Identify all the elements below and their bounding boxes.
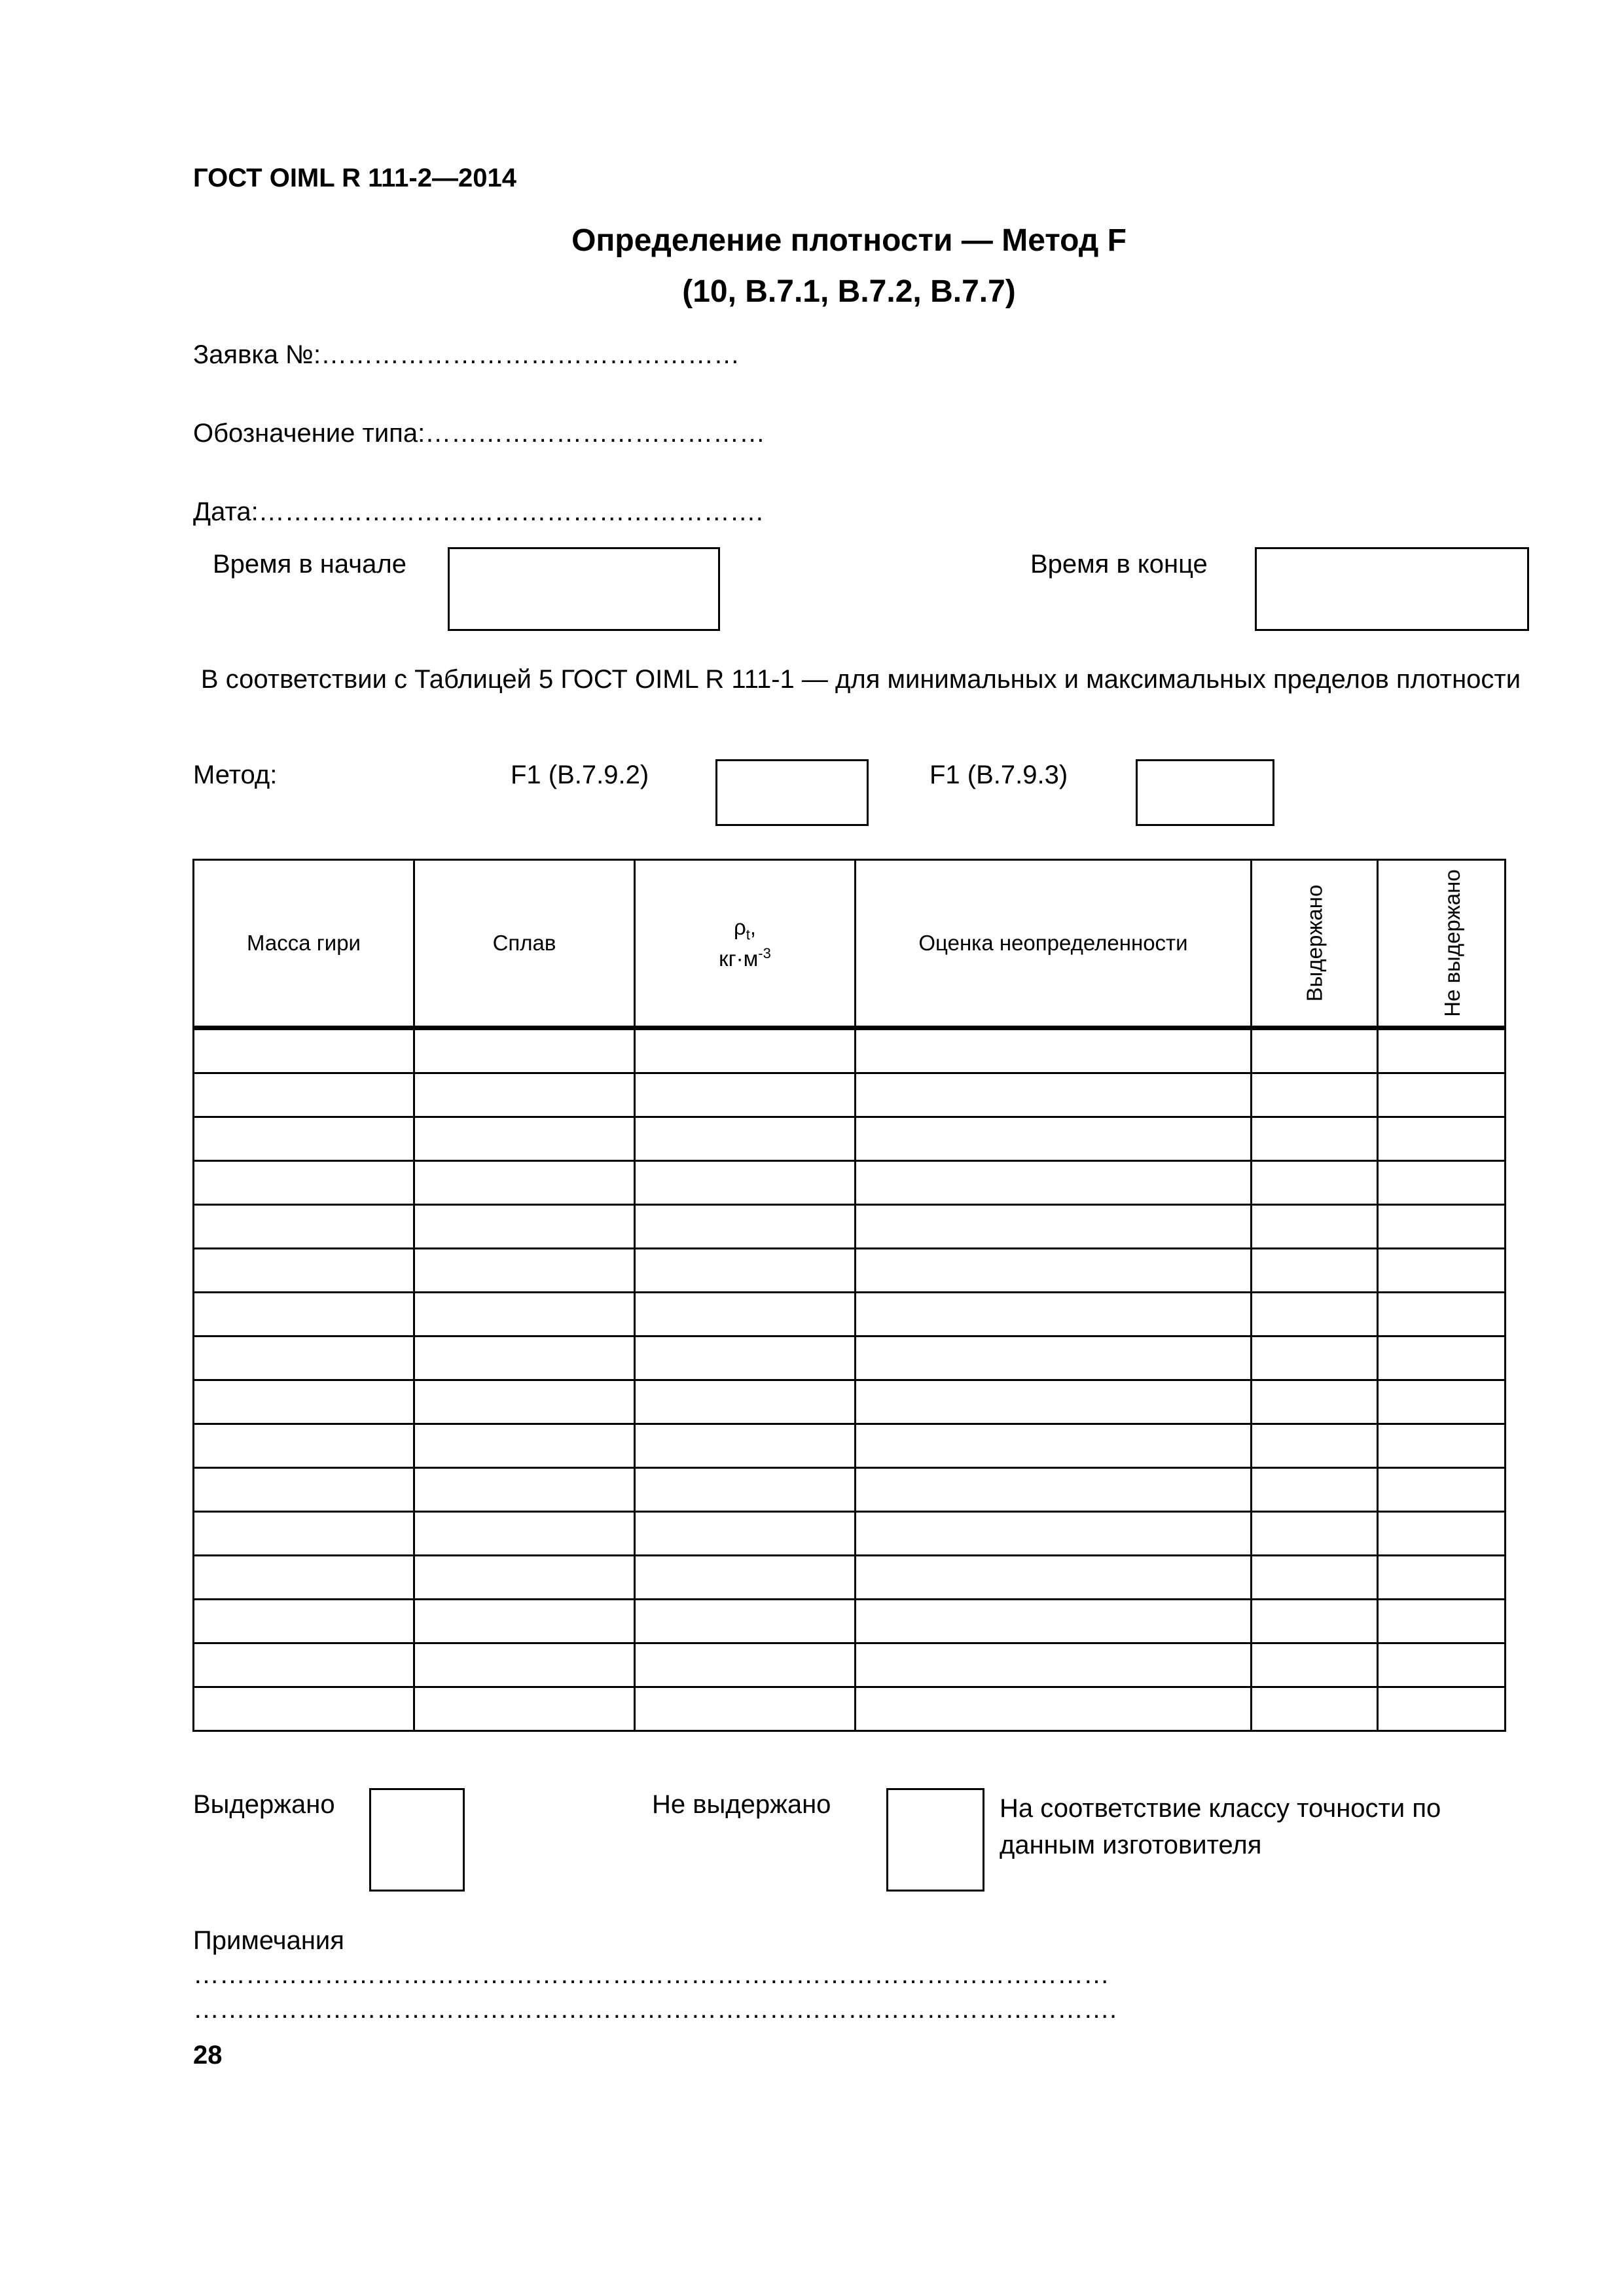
reference-text: В соответствии с Таблицей 5 ГОСТ OIML R 111-1 — для минимальных и максимальных пределов плотности xyxy=(200,665,1521,694)
header-mass: Масса гири xyxy=(194,860,414,1028)
end-time-box[interactable] xyxy=(1255,547,1529,631)
table-cell[interactable] xyxy=(856,1600,1252,1643)
table-row xyxy=(194,1293,1506,1336)
table-cell[interactable] xyxy=(194,1028,414,1073)
table-cell[interactable] xyxy=(414,1073,635,1117)
table-cell[interactable] xyxy=(1378,1205,1506,1249)
header-uncertainty: Оценка неопределенности xyxy=(856,860,1252,1028)
table-cell[interactable] xyxy=(1378,1073,1506,1117)
date-field[interactable]: Дата:…………………………………………………. xyxy=(193,497,763,526)
table-cell[interactable] xyxy=(1252,1687,1378,1731)
table-cell[interactable] xyxy=(635,1380,856,1424)
method-option2-label: F1 (B.7.9.3) xyxy=(929,761,1068,789)
page-subtitle: (10, B.7.1, B.7.2, B.7.7) xyxy=(682,274,1016,309)
table-row xyxy=(194,1117,1506,1161)
page-title: Определение плотности — Метод F xyxy=(571,223,1127,258)
table-cell[interactable] xyxy=(635,1600,856,1643)
table-cell[interactable] xyxy=(635,1468,856,1512)
table-cell[interactable] xyxy=(856,1424,1252,1468)
start-time-label: Время в начале xyxy=(213,550,406,579)
table-cell[interactable] xyxy=(194,1424,414,1468)
header-passed xyxy=(1252,860,1378,1028)
method-option1-checkbox[interactable] xyxy=(715,759,869,826)
table-cell[interactable] xyxy=(856,1073,1252,1117)
table-cell[interactable] xyxy=(635,1205,856,1249)
header-density xyxy=(635,860,856,1028)
passed-label: Выдержано xyxy=(193,1790,335,1819)
table-cell[interactable] xyxy=(194,1205,414,1249)
table-cell[interactable] xyxy=(414,1424,635,1468)
table-cell[interactable] xyxy=(414,1293,635,1336)
conformity-text: На соответствие классу точности по данным изготовителя xyxy=(1000,1794,1441,1859)
table-cell[interactable] xyxy=(856,1205,1252,1249)
table-cell[interactable] xyxy=(856,1556,1252,1600)
table-cell[interactable] xyxy=(1378,1468,1506,1512)
table-cell[interactable] xyxy=(856,1512,1252,1556)
table-cell[interactable] xyxy=(1378,1117,1506,1161)
table-cell[interactable] xyxy=(414,1600,635,1643)
table-cell[interactable] xyxy=(414,1249,635,1293)
table-cell[interactable] xyxy=(856,1468,1252,1512)
end-time-label: Время в конце xyxy=(1030,550,1208,579)
table-row xyxy=(194,1028,1506,1073)
table-cell[interactable] xyxy=(1252,1556,1378,1600)
method-label: Метод: xyxy=(193,761,278,789)
start-time-box[interactable] xyxy=(448,547,720,631)
table-cell[interactable] xyxy=(1252,1293,1378,1336)
density-separator: , xyxy=(749,915,757,940)
table-cell[interactable] xyxy=(194,1380,414,1424)
table-cell[interactable] xyxy=(194,1468,414,1512)
table-cell[interactable] xyxy=(856,1117,1252,1161)
table-cell[interactable] xyxy=(635,1643,856,1687)
failed-checkbox[interactable] xyxy=(886,1788,984,1892)
table-row xyxy=(194,1556,1506,1600)
table-cell[interactable] xyxy=(1252,1424,1378,1468)
table-cell[interactable] xyxy=(194,1687,414,1731)
table-cell[interactable] xyxy=(1378,1028,1506,1073)
table-cell[interactable] xyxy=(194,1161,414,1205)
table-row xyxy=(194,1380,1506,1424)
type-designation-field[interactable]: Обозначение типа:………………………………… xyxy=(193,419,766,448)
table-body xyxy=(194,1028,1506,1731)
table-cell[interactable] xyxy=(194,1293,414,1336)
table-cell[interactable] xyxy=(1378,1687,1506,1731)
table-cell[interactable] xyxy=(1252,1205,1378,1249)
table-row xyxy=(194,1687,1506,1731)
table-cell[interactable] xyxy=(856,1293,1252,1336)
table-cell[interactable] xyxy=(635,1161,856,1205)
table-cell[interactable] xyxy=(1252,1600,1378,1643)
table-cell[interactable] xyxy=(635,1512,856,1556)
table-cell[interactable] xyxy=(856,1336,1252,1380)
failed-label: Не выдержано xyxy=(652,1790,831,1819)
page-number: 28 xyxy=(193,2041,223,2070)
table-cell[interactable] xyxy=(1378,1556,1506,1600)
table-cell[interactable] xyxy=(1252,1117,1378,1161)
table-cell[interactable] xyxy=(1252,1028,1378,1073)
table-cell[interactable] xyxy=(635,1117,856,1161)
table-cell[interactable] xyxy=(635,1073,856,1117)
table-row xyxy=(194,1600,1506,1643)
table-cell[interactable] xyxy=(1378,1643,1506,1687)
application-number-field[interactable]: Заявка №:………………………………………… xyxy=(193,340,740,369)
table-cell[interactable] xyxy=(414,1643,635,1687)
table-cell[interactable] xyxy=(635,1293,856,1336)
table-cell[interactable] xyxy=(1252,1249,1378,1293)
table-cell[interactable] xyxy=(1378,1424,1506,1468)
table-cell[interactable] xyxy=(194,1643,414,1687)
table-cell[interactable] xyxy=(194,1117,414,1161)
header-alloy: Сплав xyxy=(414,860,635,1028)
table-cell[interactable] xyxy=(856,1687,1252,1731)
table-cell[interactable] xyxy=(856,1161,1252,1205)
notes-line-2[interactable]: ……………………………………………………………………………………………. xyxy=(193,1995,1117,2024)
passed-checkbox[interactable] xyxy=(369,1788,465,1892)
table-cell[interactable] xyxy=(1378,1293,1506,1336)
table-cell[interactable] xyxy=(414,1028,635,1073)
table-row xyxy=(194,1205,1506,1249)
table-cell[interactable] xyxy=(1252,1336,1378,1380)
table-cell[interactable] xyxy=(414,1468,635,1512)
table-cell[interactable] xyxy=(1252,1161,1378,1205)
table-row xyxy=(194,1512,1506,1556)
table-cell[interactable] xyxy=(414,1117,635,1161)
table-cell[interactable] xyxy=(194,1336,414,1380)
table-cell[interactable] xyxy=(635,1687,856,1731)
table-cell[interactable] xyxy=(414,1687,635,1731)
table-cell[interactable] xyxy=(194,1512,414,1556)
table-cell[interactable] xyxy=(1252,1512,1378,1556)
table-cell[interactable] xyxy=(1252,1073,1378,1117)
notes-label: Примечания xyxy=(193,1926,344,1955)
table-header-row xyxy=(194,860,1506,1028)
table-cell[interactable] xyxy=(1252,1380,1378,1424)
density-subscript: t xyxy=(746,926,750,943)
table-cell[interactable] xyxy=(635,1556,856,1600)
table-row xyxy=(194,1468,1506,1512)
density-symbol: ρ xyxy=(733,915,746,940)
notes-line-1[interactable]: …………………………………………………………………………………………… xyxy=(193,1960,1110,1989)
table-cell[interactable] xyxy=(635,1249,856,1293)
table-cell[interactable] xyxy=(856,1249,1252,1293)
table-row xyxy=(194,1336,1506,1380)
table-cell[interactable] xyxy=(1252,1468,1378,1512)
table-row xyxy=(194,1424,1506,1468)
density-unit: кг·м xyxy=(719,946,759,971)
table-cell[interactable] xyxy=(414,1556,635,1600)
table-row xyxy=(194,1073,1506,1117)
table-cell[interactable] xyxy=(1378,1336,1506,1380)
table-cell[interactable] xyxy=(856,1028,1252,1073)
table-cell[interactable] xyxy=(194,1073,414,1117)
method-option1-label: F1 (B.7.9.2) xyxy=(511,761,649,789)
density-table xyxy=(192,859,1506,1732)
table-cell[interactable] xyxy=(194,1249,414,1293)
standard-code: ГОСТ OIML R 111-2—2014 xyxy=(193,164,516,192)
table-cell[interactable] xyxy=(635,1028,856,1073)
header-failed-label: Не выдержано xyxy=(1439,869,1464,1017)
table-cell[interactable] xyxy=(414,1512,635,1556)
table-cell[interactable] xyxy=(1378,1380,1506,1424)
table-cell[interactable] xyxy=(1378,1249,1506,1293)
table-cell[interactable] xyxy=(1378,1512,1506,1556)
table-cell[interactable] xyxy=(856,1643,1252,1687)
table-cell[interactable] xyxy=(414,1161,635,1205)
table-cell[interactable] xyxy=(635,1424,856,1468)
table-cell[interactable] xyxy=(1378,1161,1506,1205)
table-row xyxy=(194,1643,1506,1687)
table-cell[interactable] xyxy=(194,1556,414,1600)
table-row xyxy=(194,1249,1506,1293)
header-failed xyxy=(1378,860,1506,1028)
table-cell[interactable] xyxy=(1252,1643,1378,1687)
density-unit-exponent: -3 xyxy=(758,944,771,961)
table-cell[interactable] xyxy=(414,1380,635,1424)
method-option2-checkbox[interactable] xyxy=(1136,759,1274,826)
table-cell[interactable] xyxy=(414,1336,635,1380)
table-cell[interactable] xyxy=(1378,1600,1506,1643)
table-cell[interactable] xyxy=(635,1336,856,1380)
table-cell[interactable] xyxy=(414,1205,635,1249)
table-cell[interactable] xyxy=(194,1600,414,1643)
header-passed-label: Выдержано xyxy=(1301,884,1326,1002)
table-row xyxy=(194,1161,1506,1205)
table-cell[interactable] xyxy=(856,1380,1252,1424)
